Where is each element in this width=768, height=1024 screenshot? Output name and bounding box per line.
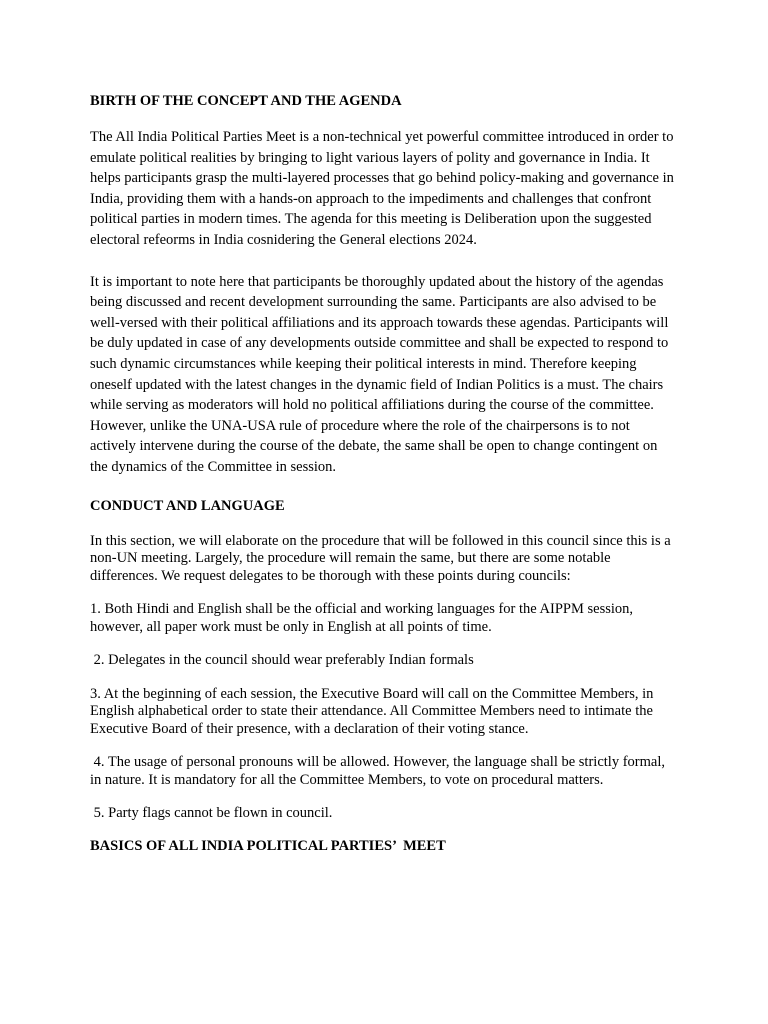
section-heading-basics-aippm: BASICS OF ALL INDIA POLITICAL PARTIES’ MEET bbox=[90, 837, 446, 854]
rule-item-personal-pronouns: 4. The usage of personal pronouns will be allowed. However, the language shall be strictly formal, in nature. It is mandatory for all the Committee Members, to vote on procedural matters. bbox=[90, 754, 669, 788]
section-heading-birth-of-concept: BIRTH OF THE CONCEPT AND THE AGENDA bbox=[90, 93, 402, 109]
paragraph-participant-preparation: It is important to note here that participants be thoroughly updated about the history of the agendas being discussed and recent development surrounding the same. Participants are also advised to be well-versed with their political affiliations and its approach towards these agendas. Participants will be duly updated in case of any developments outside committee and shall be expected to respond to such dynamic circumstances while keeping their political interests in mind. Therefore keeping oneself updated with the latest changes in the dynamic field of Indian Politics is a must. The chairs while serving as moderators will hold no political affiliations during the course of the committee. However, unlike the UNA-USA rule of procedure where the role of the chairpersons is to not actively intervene during the course of the debate, the same shall be open to change contingent on the dynamics of the Committee in session. bbox=[90, 273, 669, 475]
paragraph-concept-intro: The All India Political Parties Meet is a non-technical yet powerful committee introduced in order to emulate political realities by bringing to light various layers of polity and governance in India. It helps participants grasp the multi-layered processes that go behind policy-making and governance in India, providing them with a hands-on approach to the impediments and challenges that confront political parties in modern times. The agenda for this meeting is Deliberation upon the suggested electoral refeorms in India cosnidering the General elections 2024. bbox=[90, 129, 674, 248]
rule-item-dress-code: 2. Delegates in the council should wear preferably Indian formals bbox=[90, 652, 474, 668]
rule-item-attendance: 3. At the beginning of each session, the Executive Board will call on the Committee Members, in English alphabetical order to state their attendance. All Committee Members need to intimate the Executive Board of their presence, with a declaration of their voting stance. bbox=[90, 685, 657, 737]
section-heading-conduct-language: CONDUCT AND LANGUAGE bbox=[90, 497, 285, 514]
rule-item-languages: 1. Both Hindi and English shall be the official and working languages for the AIPPM session, however, all paper work must be only in English at all points of time. bbox=[90, 601, 637, 635]
document-page bbox=[90, 91, 678, 856]
rule-item-party-flags: 5. Party flags cannot be flown in council. bbox=[90, 805, 333, 821]
paragraph-procedure-intro: In this section, we will elaborate on the procedure that will be followed in this council since this is a non-UN meeting. Largely, the procedure will remain the same, but there are some notable differences. We request delegates to be thorough with these points during councils: bbox=[90, 532, 671, 584]
